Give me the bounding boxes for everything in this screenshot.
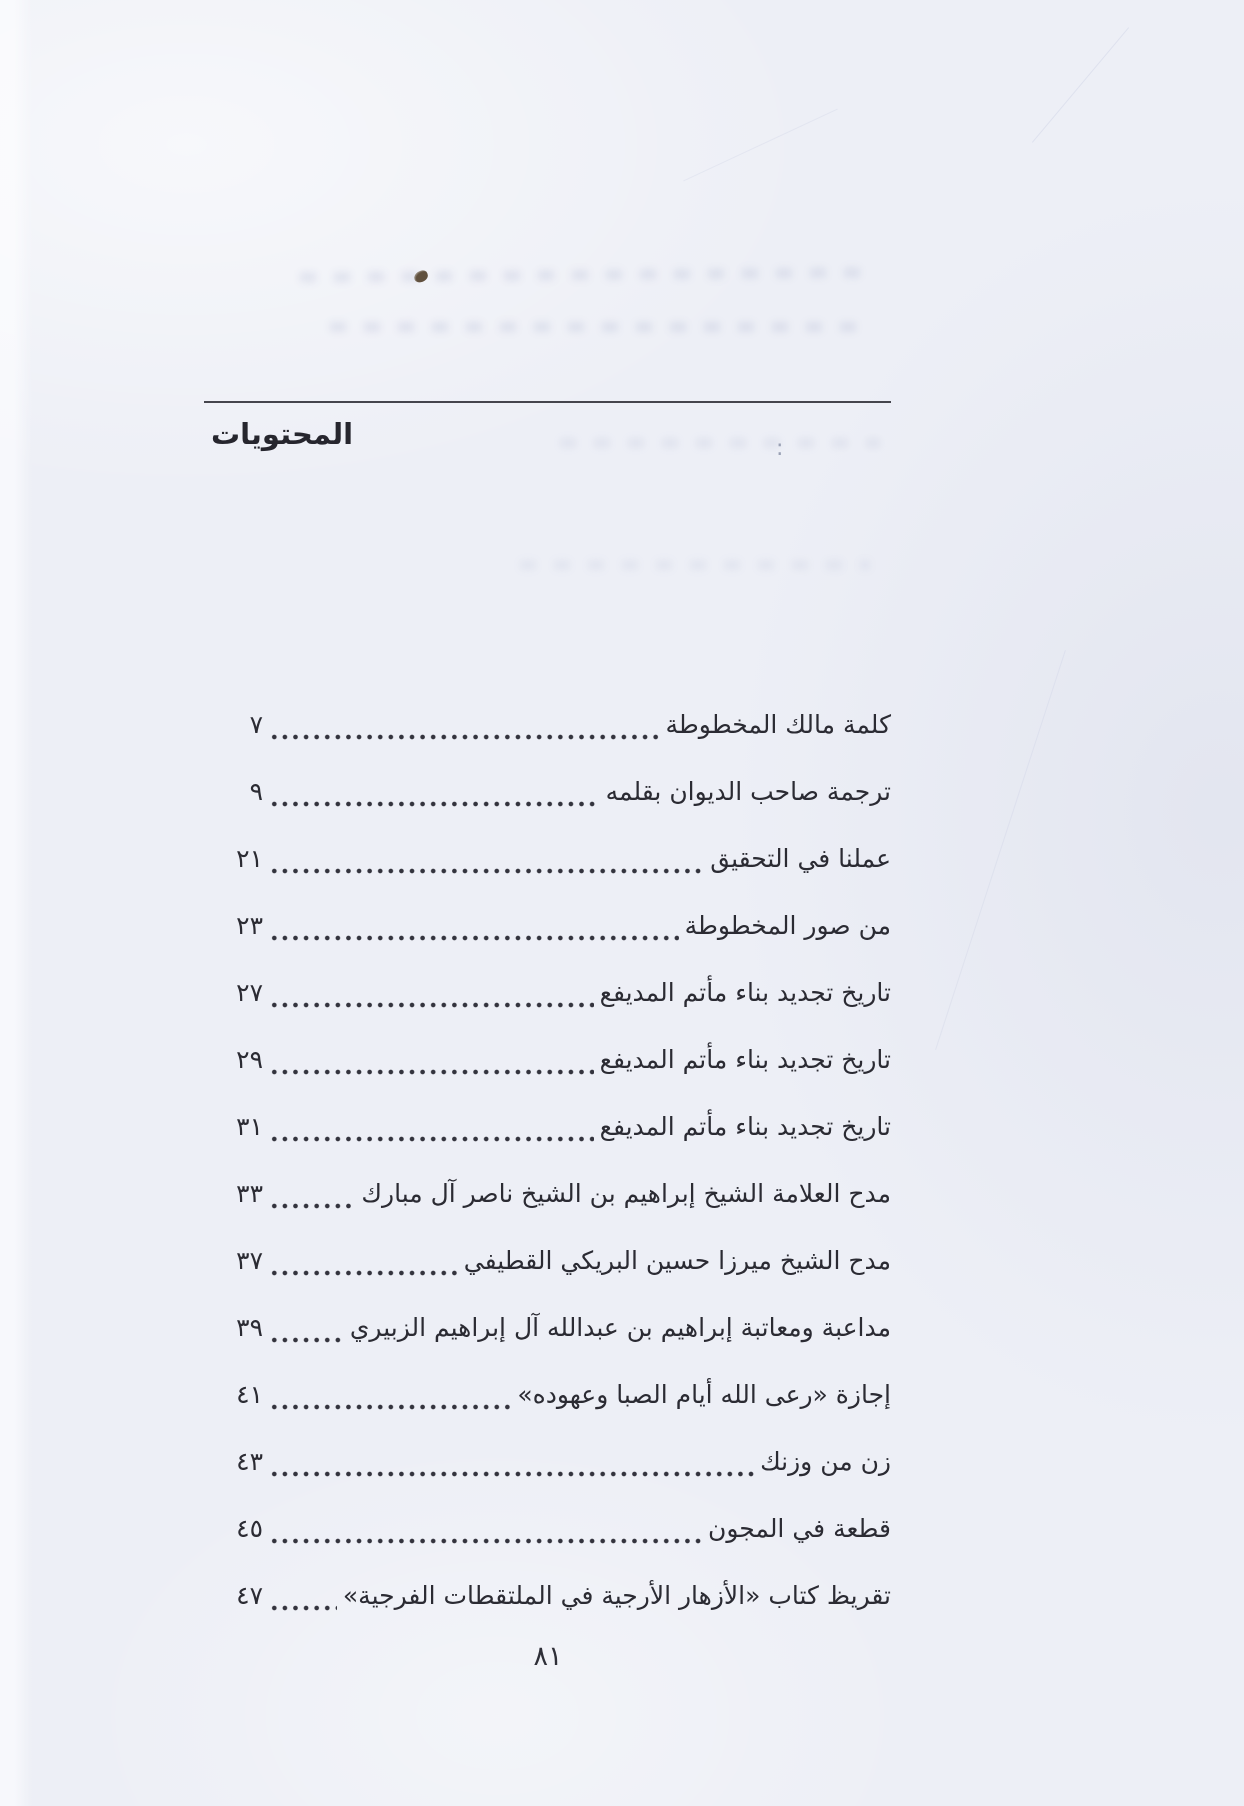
dot-leader bbox=[269, 1468, 754, 1480]
footer-page-number: ٨١ bbox=[533, 1641, 563, 1672]
toc-entry-page: ٢١ bbox=[236, 844, 263, 873]
toc-entry bbox=[205, 1160, 891, 1227]
toc-list bbox=[205, 691, 891, 1629]
toc-entry-title: تاريخ تجديد بناء مأتم المديفع bbox=[599, 1112, 891, 1141]
toc-entry-page: ٧ bbox=[249, 710, 263, 739]
ink-speck bbox=[413, 269, 430, 284]
toc-entry-title: عملنا في التحقيق bbox=[710, 844, 891, 873]
ghost-text-smudge bbox=[300, 268, 860, 283]
toc-entry-page: ٤٧ bbox=[236, 1581, 263, 1610]
ghost-text-smudge bbox=[560, 438, 880, 448]
dot-leader bbox=[269, 1535, 702, 1547]
toc-entry-title: مدح العلامة الشيخ إبراهيم بن الشيخ ناصر آل مبارك bbox=[361, 1179, 891, 1208]
dot-leader bbox=[269, 999, 594, 1011]
toc-entry bbox=[205, 825, 891, 892]
toc-entry-title: مداعبة ومعاتبة إبراهيم بن عبدالله آل إبراهيم الزبيري bbox=[349, 1313, 891, 1342]
dot-leader bbox=[269, 1602, 337, 1614]
toc-entry-title: كلمة مالك المخطوطة bbox=[665, 710, 891, 739]
toc-entry bbox=[205, 1026, 891, 1093]
toc-entry-title: ترجمة صاحب الديوان بقلمه bbox=[605, 777, 891, 806]
toc-entry-page: ٤١ bbox=[236, 1380, 263, 1409]
toc-entry bbox=[205, 1361, 891, 1428]
toc-entry bbox=[205, 1428, 891, 1495]
toc-entry-page: ٢٧ bbox=[236, 978, 263, 1007]
crease-line bbox=[683, 109, 837, 182]
toc-entry bbox=[205, 1495, 891, 1562]
toc-entry-page: ٢٣ bbox=[236, 911, 263, 940]
dot-leader bbox=[269, 1334, 344, 1346]
toc-entry bbox=[205, 1093, 891, 1160]
toc-entry-title: إجازة «رعى الله أيام الصبا وعهوده» bbox=[517, 1380, 891, 1409]
toc-entry bbox=[205, 1227, 891, 1294]
dot-leader bbox=[269, 932, 679, 944]
toc-entry bbox=[205, 892, 891, 959]
toc-entry bbox=[205, 959, 891, 1026]
dot-leader bbox=[269, 731, 659, 743]
toc-entry-title: تقريظ كتاب «الأزهار الأرجية في الملتقطات الفرجية» bbox=[342, 1581, 891, 1610]
dot-leader bbox=[269, 798, 600, 810]
dot-leader bbox=[269, 1133, 594, 1145]
toc-entry-title: مدح الشيخ ميرزا حسين البريكي القطيفي bbox=[463, 1246, 891, 1275]
toc-entry-page: ٣٧ bbox=[236, 1246, 263, 1275]
toc-entry-title: زن من وزنك bbox=[760, 1447, 891, 1476]
toc-entry-page: ٤٣ bbox=[236, 1447, 263, 1476]
toc-entry-page: ٩ bbox=[249, 777, 263, 806]
dot-leader bbox=[269, 1066, 594, 1078]
ghost-text-smudge bbox=[520, 560, 870, 570]
toc-entry-page: ٣١ bbox=[236, 1112, 263, 1141]
toc-entry-title: من صور المخطوطة bbox=[684, 911, 891, 940]
dot-leader bbox=[269, 1200, 355, 1212]
contents-heading: المحتويات bbox=[211, 417, 354, 451]
toc-entry-title: تاريخ تجديد بناء مأتم المديفع bbox=[599, 978, 891, 1007]
toc-entry bbox=[205, 1562, 891, 1629]
toc-entry-page: ٢٩ bbox=[236, 1045, 263, 1074]
dot-leader bbox=[269, 1401, 511, 1413]
toc-entry bbox=[205, 758, 891, 825]
stray-colon-mark: : bbox=[776, 436, 784, 461]
toc-entry-page: ٣٣ bbox=[236, 1179, 263, 1208]
dot-leader bbox=[269, 1267, 458, 1279]
top-rule bbox=[204, 401, 891, 403]
crease-line bbox=[1032, 27, 1129, 143]
toc-entry bbox=[205, 1294, 891, 1361]
toc-entry-title: تاريخ تجديد بناء مأتم المديفع bbox=[599, 1045, 891, 1074]
toc-entry-page: ٤٥ bbox=[236, 1514, 263, 1543]
dot-leader bbox=[269, 865, 704, 877]
toc-entry-title: قطعة في المجون bbox=[707, 1514, 891, 1543]
crease-line bbox=[935, 650, 1066, 1050]
ghost-text-smudge bbox=[330, 322, 860, 332]
toc-entry-page: ٣٩ bbox=[236, 1313, 263, 1342]
toc-entry bbox=[205, 691, 891, 758]
